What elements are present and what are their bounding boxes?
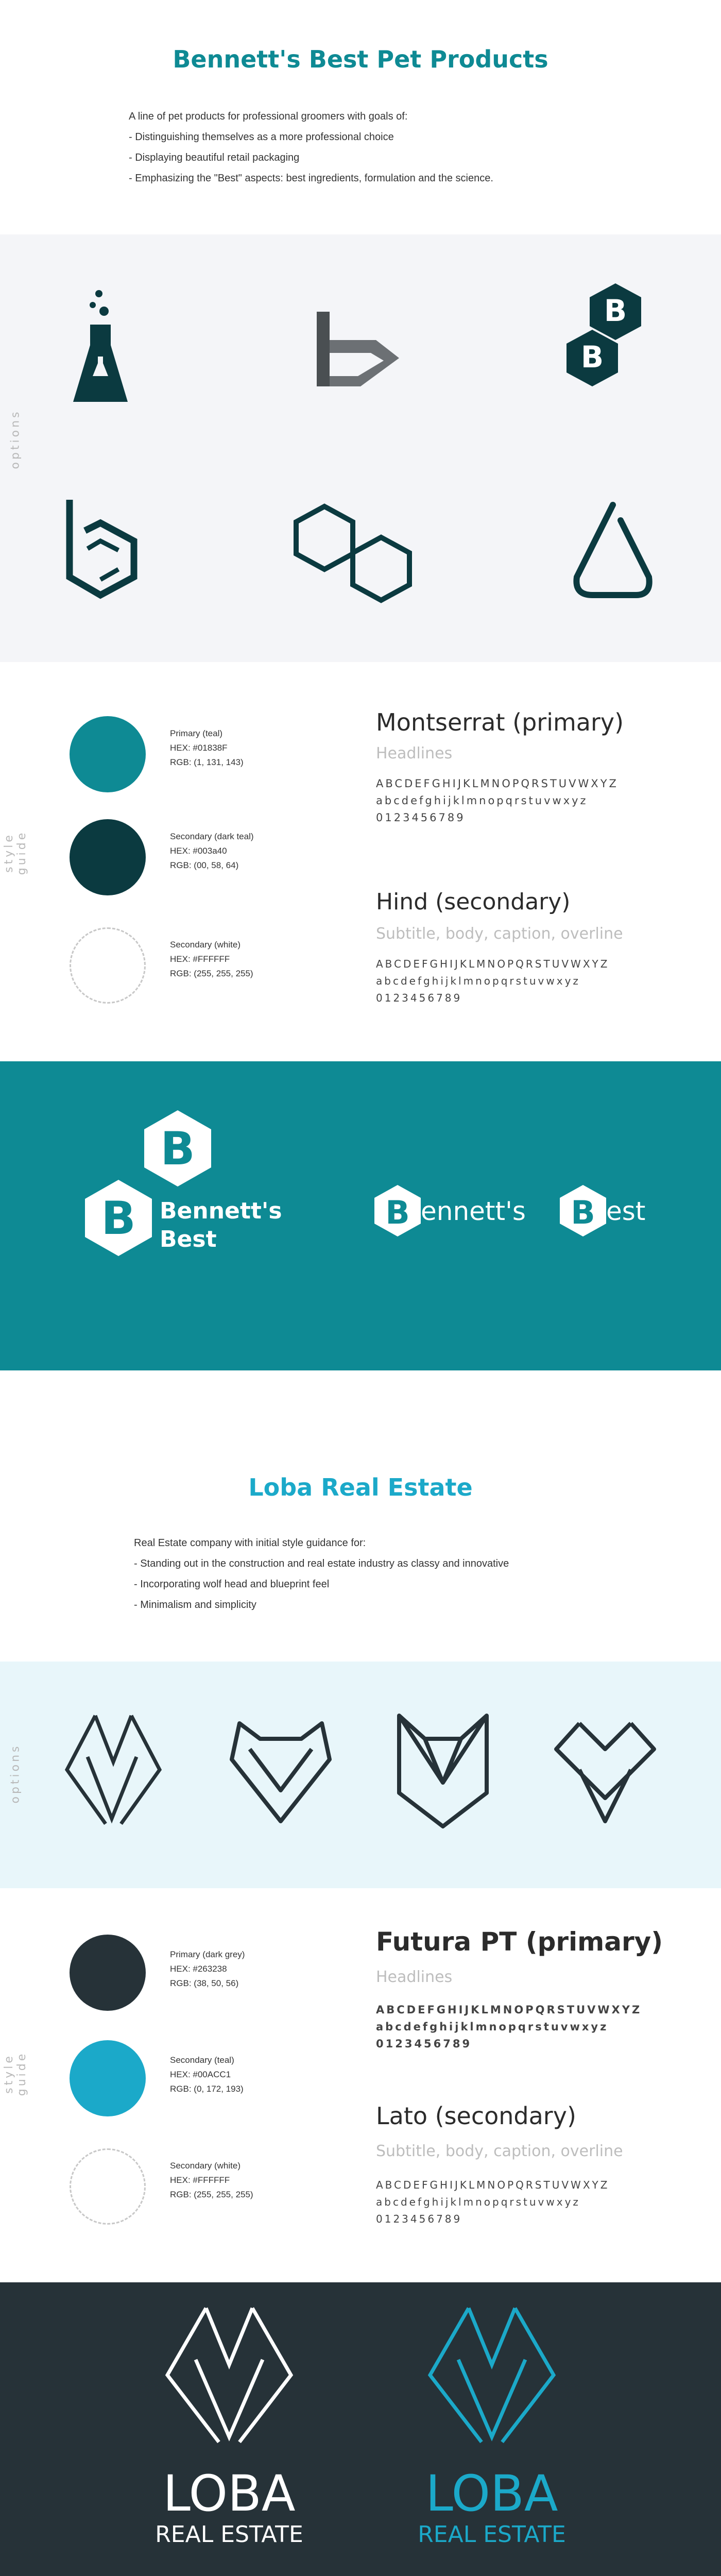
bennett-intro-line: - Emphasizing the "Best" aspects: best ingredients, formulation and the science. xyxy=(129,173,493,184)
svg-text:B: B xyxy=(604,293,627,328)
loba-intro-line: - Standing out in the construction and real estate industry as classy and innovative xyxy=(134,1558,509,1569)
bennett-white-info xyxy=(170,938,253,981)
loba-intro-line: Real Estate company with initial style guidance for: xyxy=(134,1537,366,1549)
swatch-rgb: RGB: (1, 131, 143) xyxy=(170,757,244,767)
bennett-intro-line: - Distinguishing themselves as a more professional choice xyxy=(129,131,394,143)
loba-options-label: options xyxy=(9,1743,22,1804)
loba-style-label: style guide xyxy=(3,2051,28,2096)
bennett-primary-use: Headlines xyxy=(376,744,453,762)
loba-primary-alphabet xyxy=(376,2002,642,2053)
loba-name: LOBA xyxy=(163,2465,296,2522)
swatch-hex: HEX: #01838F xyxy=(170,743,228,753)
swatch-rgb: RGB: (38, 50, 56) xyxy=(170,1978,239,1988)
logo-letter-b: B xyxy=(101,1192,136,1245)
loba-intro xyxy=(134,1533,509,1615)
loba-white-wolf-logo xyxy=(165,2308,294,2447)
loba-secondary-swatch xyxy=(70,2040,146,2116)
loba-white-info xyxy=(170,2159,253,2202)
bennett-white-swatch xyxy=(70,927,146,1004)
wolf-ears-logo-option xyxy=(64,1716,162,1829)
loba-primary-use: Headlines xyxy=(376,1968,453,1986)
alphabet-digits: 0123456789 xyxy=(376,811,466,824)
bennett-secondary-info xyxy=(170,829,254,873)
swatch-hex: HEX: #FFFFFF xyxy=(170,954,230,964)
loba-secondary-info xyxy=(170,2053,244,2096)
bennett-title: Bennett's Best Pet Products xyxy=(173,45,548,73)
loba-secondary-font: Lato (secondary) xyxy=(376,2102,576,2130)
loba-secondary-alphabet xyxy=(376,2177,609,2228)
bennett-primary-alphabet xyxy=(376,775,619,826)
alphabet-digits: 0123456789 xyxy=(376,992,462,1004)
alphabet-lower: abcdefghijklmnopqrstuvwxyz xyxy=(376,794,588,807)
bennett-secondary-alphabet xyxy=(376,956,609,1007)
swatch-rgb: RGB: (255, 255, 255) xyxy=(170,2190,253,2199)
alphabet-lower: abcdefghijklmnopqrstuvwxyz xyxy=(376,975,580,987)
loba-primary-info xyxy=(170,1947,245,1991)
bennett-secondary-use: Subtitle, body, caption, overline xyxy=(376,925,623,943)
benzene-b-logo-option xyxy=(64,500,142,603)
loba-teal-wolf-logo xyxy=(427,2308,556,2447)
logo-word-bennetts: Bennett's xyxy=(160,1198,282,1224)
loba-intro-line: - Incorporating wolf head and blueprint feel xyxy=(134,1579,330,1590)
swatch-name: Primary (teal) xyxy=(170,728,223,738)
swatch-name: Secondary (teal) xyxy=(170,2055,234,2065)
bennett-intro-line: - Displaying beautiful retail packaging xyxy=(129,152,300,163)
bennett-stacked-logo xyxy=(62,1103,340,1324)
bennett-intro xyxy=(129,106,493,189)
bennett-secondary-swatch xyxy=(70,819,146,895)
alphabet-lower: abcdefghijklmnopqrstuvwxyz xyxy=(376,2021,609,2033)
swatch-hex: HEX: #00ACC1 xyxy=(170,2070,231,2079)
loba-title: Loba Real Estate xyxy=(248,1473,473,1501)
logo-letter-b: B xyxy=(571,1194,595,1231)
bennett-primary-swatch xyxy=(70,716,146,792)
alphabet-upper: ABCDEFGHIJKLMNOPQRSTUVWXYZ xyxy=(376,2004,642,2016)
b-fold-logo-option xyxy=(314,312,402,389)
logo-letter-b: B xyxy=(160,1122,195,1175)
bennett-style-label: style guide xyxy=(3,830,28,875)
swatch-name: Secondary (white) xyxy=(170,2161,241,2171)
wolf-geometric-logo-option xyxy=(394,1710,492,1829)
swatch-name: Primary (dark grey) xyxy=(170,1950,245,1959)
loba-primary-swatch xyxy=(70,1935,146,2011)
drop-logo-option xyxy=(569,500,657,603)
loba-subtitle: REAL ESTATE xyxy=(155,2521,303,2548)
logo-word-ennetts: ennett's xyxy=(421,1196,526,1226)
loba-subtitle: REAL ESTATE xyxy=(418,2521,566,2548)
bennett-primary-font: Montserrat (primary) xyxy=(376,708,624,736)
svg-text:B: B xyxy=(580,340,604,375)
alphabet-upper: ABCDEFGHIJKLMNOPQRSTUVWXYZ xyxy=(376,2179,610,2191)
swatch-hex: HEX: #003a40 xyxy=(170,846,227,856)
logo-word-est: est xyxy=(606,1196,646,1226)
logo-word-best: Best xyxy=(160,1226,217,1252)
loba-secondary-use: Subtitle, body, caption, overline xyxy=(376,2142,623,2160)
double-hex-logo-option xyxy=(288,502,427,605)
bennett-primary-info xyxy=(170,726,244,770)
loba-white-swatch xyxy=(70,2148,146,2225)
bennett-secondary-font: Hind (secondary) xyxy=(376,889,571,915)
flask-logo-option xyxy=(72,289,129,412)
alphabet-upper: ABCDEFGHIJKLMNOPQRSTUVWXYZ xyxy=(376,777,619,790)
alphabet-lower: abcdefghijklmnopqrstuvwxyz xyxy=(376,2196,580,2208)
loba-intro-line: - Minimalism and simplicity xyxy=(134,1599,256,1611)
wolf-head-logo-option xyxy=(229,1718,332,1826)
loba-logo-banner xyxy=(0,2282,721,2576)
loba-primary-font: Futura PT (primary) xyxy=(376,1927,663,1957)
swatch-name: Secondary (dark teal) xyxy=(170,832,254,841)
alphabet-digits: 0123456789 xyxy=(376,2213,462,2225)
bennett-options-label: options xyxy=(9,409,22,469)
alphabet-digits: 0123456789 xyxy=(376,2038,472,2050)
swatch-rgb: RGB: (0, 172, 193) xyxy=(170,2084,244,2094)
swatch-rgb: RGB: (00, 58, 64) xyxy=(170,860,239,870)
bennett-intro-line: A line of pet products for professional groomers with goals of: xyxy=(129,111,408,122)
logo-letter-b: B xyxy=(385,1194,410,1231)
swatch-hex: HEX: #FFFFFF xyxy=(170,2175,230,2185)
swatch-hex: HEX: #263238 xyxy=(170,1964,227,1974)
swatch-name: Secondary (white) xyxy=(170,940,241,950)
bennett-horizontal-logo xyxy=(371,1180,659,1236)
wolf-diamond-logo-option xyxy=(551,1718,659,1826)
hex-b-logo-option xyxy=(556,281,659,394)
alphabet-upper: ABCDEFGHIJKLMNOPQRSTUVWXYZ xyxy=(376,958,610,970)
loba-teal-wordmark xyxy=(389,2465,595,2550)
loba-name: LOBA xyxy=(425,2465,558,2522)
swatch-rgb: RGB: (255, 255, 255) xyxy=(170,969,253,978)
loba-white-wordmark xyxy=(126,2465,332,2550)
